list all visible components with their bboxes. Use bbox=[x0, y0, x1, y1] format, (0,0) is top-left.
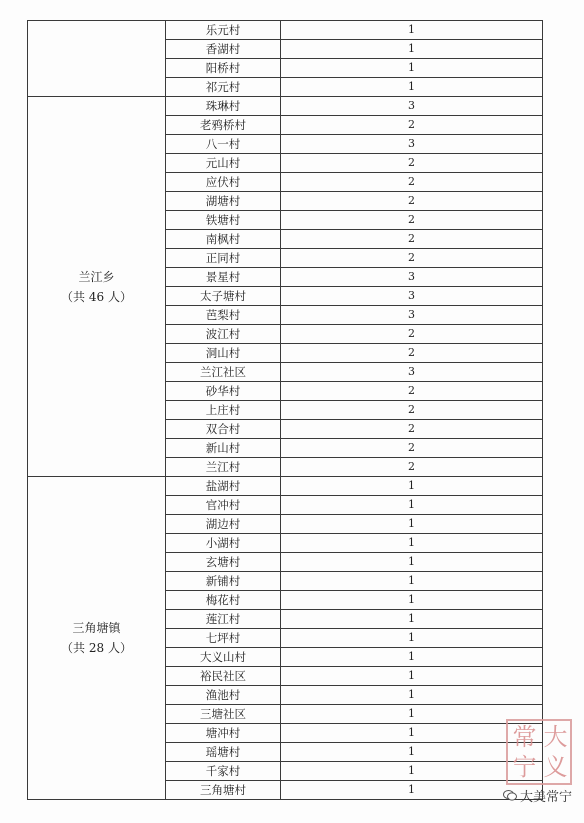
village-name-cell: 湖边村 bbox=[166, 515, 281, 534]
village-name-cell: 盐湖村 bbox=[166, 477, 281, 496]
quota-count-cell: 2 bbox=[281, 173, 543, 192]
village-name-cell: 波江村 bbox=[166, 325, 281, 344]
table-row bbox=[28, 97, 543, 116]
village-name-cell: 上庄村 bbox=[166, 401, 281, 420]
quota-count-cell: 3 bbox=[281, 287, 543, 306]
quota-count-cell: 1 bbox=[281, 21, 543, 40]
quota-count-cell: 2 bbox=[281, 230, 543, 249]
quota-count-cell: 2 bbox=[281, 382, 543, 401]
village-name-cell: 铁塘村 bbox=[166, 211, 281, 230]
quota-count-cell: 1 bbox=[281, 515, 543, 534]
quota-count-cell: 1 bbox=[281, 534, 543, 553]
quota-count-cell: 3 bbox=[281, 135, 543, 154]
quota-count-cell: 1 bbox=[281, 591, 543, 610]
village-name-cell: 渔池村 bbox=[166, 686, 281, 705]
town-name: 三角塘镇 bbox=[72, 621, 121, 635]
village-name-cell: 景星村 bbox=[166, 268, 281, 287]
village-name-cell: 三角塘村 bbox=[166, 781, 281, 800]
quota-count-cell: 1 bbox=[281, 59, 543, 78]
village-name-cell: 祁元村 bbox=[166, 78, 281, 97]
seal-char: 常 bbox=[512, 723, 537, 751]
village-name-cell: 香湖村 bbox=[166, 40, 281, 59]
watermark-caption bbox=[503, 786, 572, 805]
quota-count-cell: 1 bbox=[281, 477, 543, 496]
town-total: （共 46 人） bbox=[61, 289, 132, 304]
wechat-icon bbox=[503, 790, 517, 801]
village-name-cell: 塘冲村 bbox=[166, 724, 281, 743]
village-name-cell: 珠琳村 bbox=[166, 97, 281, 116]
village-name-cell: 湖塘村 bbox=[166, 192, 281, 211]
village-name-cell: 乐元村 bbox=[166, 21, 281, 40]
quota-count-cell: 3 bbox=[281, 268, 543, 287]
quota-count-cell: 2 bbox=[281, 401, 543, 420]
quota-count-cell: 1 bbox=[281, 629, 543, 648]
village-name-cell: 正同村 bbox=[166, 249, 281, 268]
village-name-cell: 瑶塘村 bbox=[166, 743, 281, 762]
quota-count-cell: 2 bbox=[281, 420, 543, 439]
quota-count-cell: 2 bbox=[281, 344, 543, 363]
village-name-cell: 兰江村 bbox=[166, 458, 281, 477]
watermark-text: 大美常宁 bbox=[519, 790, 572, 805]
village-name-cell: 莲江村 bbox=[166, 610, 281, 629]
quota-count-cell: 2 bbox=[281, 211, 543, 230]
village-name-cell: 三塘社区 bbox=[166, 705, 281, 724]
quota-count-cell: 1 bbox=[281, 667, 543, 686]
village-name-cell: 官冲村 bbox=[166, 496, 281, 515]
seal-char: 大 bbox=[543, 723, 568, 751]
quota-count-cell: 2 bbox=[281, 192, 543, 211]
table-body bbox=[28, 21, 543, 800]
quota-count-cell: 1 bbox=[281, 705, 543, 724]
town-cell-previous bbox=[28, 21, 166, 97]
village-name-cell: 砂华村 bbox=[166, 382, 281, 401]
quota-count-cell: 1 bbox=[281, 686, 543, 705]
quota-count-cell: 2 bbox=[281, 116, 543, 135]
village-name-cell: 兰江社区 bbox=[166, 363, 281, 382]
village-name-cell: 芭梨村 bbox=[166, 306, 281, 325]
table-row bbox=[28, 477, 543, 496]
seal-stamp bbox=[506, 719, 572, 785]
village-name-cell: 新铺村 bbox=[166, 572, 281, 591]
quota-count-cell: 1 bbox=[281, 781, 543, 800]
village-name-cell: 阳桥村 bbox=[166, 59, 281, 78]
quota-count-cell: 1 bbox=[281, 610, 543, 629]
village-name-cell: 老鸦桥村 bbox=[166, 116, 281, 135]
village-name-cell: 裕民社区 bbox=[166, 667, 281, 686]
quota-count-cell: 1 bbox=[281, 572, 543, 591]
quota-count-cell: 1 bbox=[281, 724, 543, 743]
quota-count-cell: 1 bbox=[281, 743, 543, 762]
village-name-cell: 七坪村 bbox=[166, 629, 281, 648]
quota-count-cell: 1 bbox=[281, 553, 543, 572]
village-name-cell: 梅花村 bbox=[166, 591, 281, 610]
quota-count-cell: 2 bbox=[281, 154, 543, 173]
village-name-cell: 新山村 bbox=[166, 439, 281, 458]
quota-count-cell: 1 bbox=[281, 496, 543, 515]
village-name-cell: 双合村 bbox=[166, 420, 281, 439]
town-name: 兰江乡 bbox=[78, 269, 115, 284]
village-name-cell: 洞山村 bbox=[166, 344, 281, 363]
village-name-cell: 小湖村 bbox=[166, 534, 281, 553]
quota-count-cell: 2 bbox=[281, 325, 543, 344]
village-quota-table bbox=[27, 20, 543, 800]
quota-count-cell: 1 bbox=[281, 40, 543, 59]
village-name-cell: 南枫村 bbox=[166, 230, 281, 249]
seal-char: 宁 bbox=[512, 753, 537, 781]
town-cell bbox=[28, 477, 166, 800]
quota-count-cell: 2 bbox=[281, 249, 543, 268]
village-name-cell: 八一村 bbox=[166, 135, 281, 154]
village-name-cell: 千家村 bbox=[166, 762, 281, 781]
quota-count-cell: 3 bbox=[281, 97, 543, 116]
village-name-cell: 元山村 bbox=[166, 154, 281, 173]
village-name-cell: 玄塘村 bbox=[166, 553, 281, 572]
village-name-cell: 太子塘村 bbox=[166, 287, 281, 306]
table-row bbox=[28, 21, 543, 40]
seal-char: 义 bbox=[543, 753, 568, 781]
quota-count-cell: 1 bbox=[281, 648, 543, 667]
quota-count-cell: 1 bbox=[281, 762, 543, 781]
village-name-cell: 大义山村 bbox=[166, 648, 281, 667]
quota-count-cell: 3 bbox=[281, 306, 543, 325]
watermark bbox=[492, 719, 572, 805]
town-cell bbox=[28, 97, 166, 477]
quota-count-cell: 2 bbox=[281, 458, 543, 477]
quota-count-cell: 1 bbox=[281, 78, 543, 97]
quota-count-cell: 2 bbox=[281, 439, 543, 458]
village-name-cell: 应伏村 bbox=[166, 173, 281, 192]
town-total: （共 28 人） bbox=[61, 641, 132, 655]
quota-count-cell: 3 bbox=[281, 363, 543, 382]
